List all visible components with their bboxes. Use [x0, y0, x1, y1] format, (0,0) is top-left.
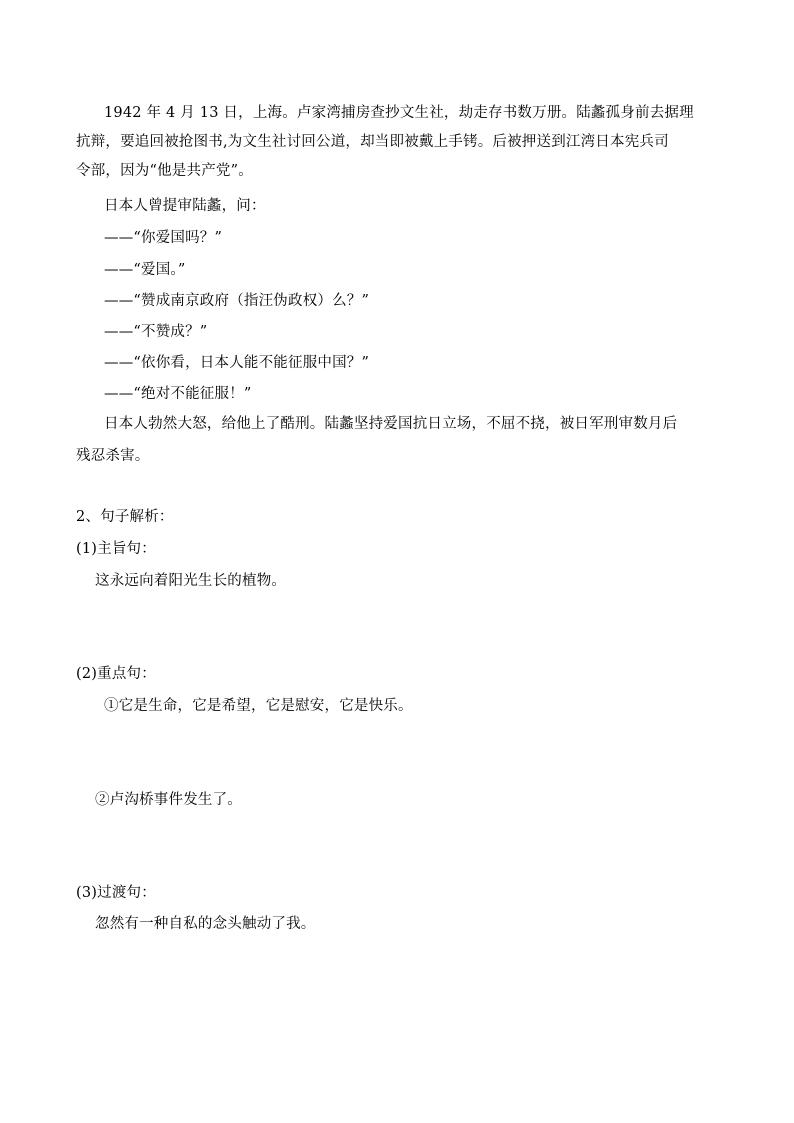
dialogue-line: ——“你爱国吗？”: [104, 230, 223, 246]
dialogue-line: ——“依你看，日本人能不能征服中国？”: [104, 355, 370, 371]
theme-sentence: 这永远向着阳光生长的植物。: [95, 573, 287, 589]
dialogue-line: ——“不赞成？”: [104, 324, 208, 340]
key-sentence-1: ①它是生命，它是希望，它是慰安，它是快乐。: [104, 698, 413, 714]
transition-sentence-label: (3)过渡句：: [76, 885, 156, 901]
analysis-heading: 2、句子解析：: [76, 509, 174, 525]
dialogue-line: ——“绝对不能征服！”: [104, 386, 252, 402]
dialogue-line: ——“赞成南京政府（指汪伪政权）么？”: [104, 293, 370, 309]
story-para1-line3: 令部，因为“他是共产党”。: [76, 163, 253, 179]
dialogue-line: ——“爱国。”: [104, 262, 186, 278]
theme-sentence-label: (1)主旨句：: [76, 541, 156, 557]
story-ending-line1: 日本人勃然大怒，给他上了酷刑。陆蠡坚持爱国抗日立场，不屈不挠，被日军刑审数月后: [104, 416, 678, 432]
key-sentence-label: (2)重点句：: [76, 666, 156, 682]
transition-sentence: 忽然有一种自私的念头触动了我。: [95, 916, 316, 932]
story-ending-line2: 残忍杀害。: [76, 448, 150, 464]
key-sentence-2: ②卢沟桥事件发生了。: [95, 792, 242, 808]
story-para1-line1: 1942 年 4 月 13 日，上海。卢家湾捕房查抄文生社，劫走存书数万册。陆蠡孤身前去据理: [104, 105, 694, 121]
story-para1-line2: 抗辩，要追回被抢图书,为文生社讨回公道，却当即被戴上手铐。后被押送到江湾日本宪兵司: [76, 134, 669, 150]
story-intro: 日本人曾提审陆蠡，问：: [104, 198, 266, 214]
